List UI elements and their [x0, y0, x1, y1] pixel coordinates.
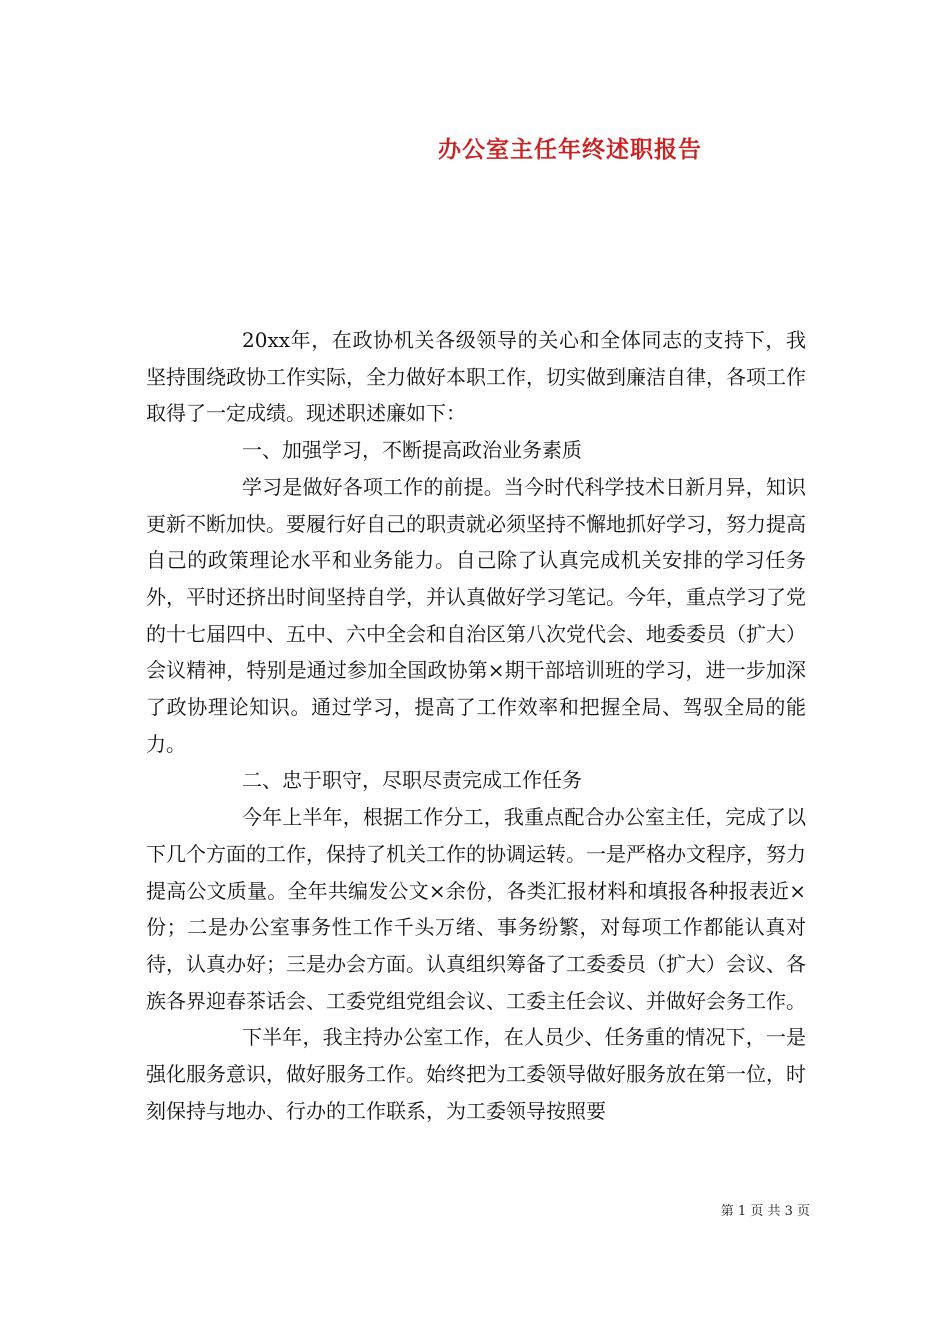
document-body [146, 322, 806, 1129]
paragraph-first-half: 今年上半年，根据工作分工，我重点配合办公室主任，完成了以下几个方面的工作，保持了机关工作的协调运转。一是严格办文程序，努力提高公文质量。全年共编发公文×余份，各类汇报材料和填报各种报表近×份；二是办公室事务性工作千头万绪、事务纷繁，对每项工作都能认真对待，认真办好；三是办会方面。认真组织筹备了工委委员（扩大）会议、各族各界迎春茶话会、工委党组党组会议、工委主任会议、并做好会务工作。 [146, 805, 806, 1013]
document-title: 办公室主任年终述职报告 [438, 136, 702, 163]
section-heading-1: 一、加强学习，不断提高政治业务素质 [242, 438, 582, 463]
page-number: 第 1 页 共 3 页 [720, 1204, 810, 1219]
paragraph-study: 学习是做好各项工作的前提。当今时代科学技术日新月异，知识更新不断加快。要履行好自己的职责就必须坚持不懈地抓好学习，努力提高自己的政策理论水平和业务能力。自己除了认真完成机关安排的学习任务外，平时还挤出时间坚持自学，并认真做好学习笔记。今年，重点学习了党的十七届四中、五中、六中全会和自治区第八次党代会、地委委员（扩大）会议精神，特别是通过参加全国政协第×期干部培训班的学习，进一步加深了政协理论知识。通过学习，提高了工作效率和把握全局、驾驭全局的能力。 [146, 474, 806, 756]
section-heading-2: 二、忠于职守，尽职尽责完成工作任务 [242, 768, 582, 793]
paragraph-intro: 20xx年，在政协机关各级领导的关心和全体同志的支持下，我坚持围绕政协工作实际，全力做好本职工作，切实做到廉洁自律，各项工作取得了一定成绩。现述职述廉如下： [146, 328, 806, 426]
paragraph-second-half: 下半年，我主持办公室工作，在人员少、任务重的情况下，一是强化服务意识，做好服务工作。始终把为工委领导做好服务放在第一位，时刻保持与地办、行办的工作联系，为工委领导按照要 [146, 1025, 806, 1123]
